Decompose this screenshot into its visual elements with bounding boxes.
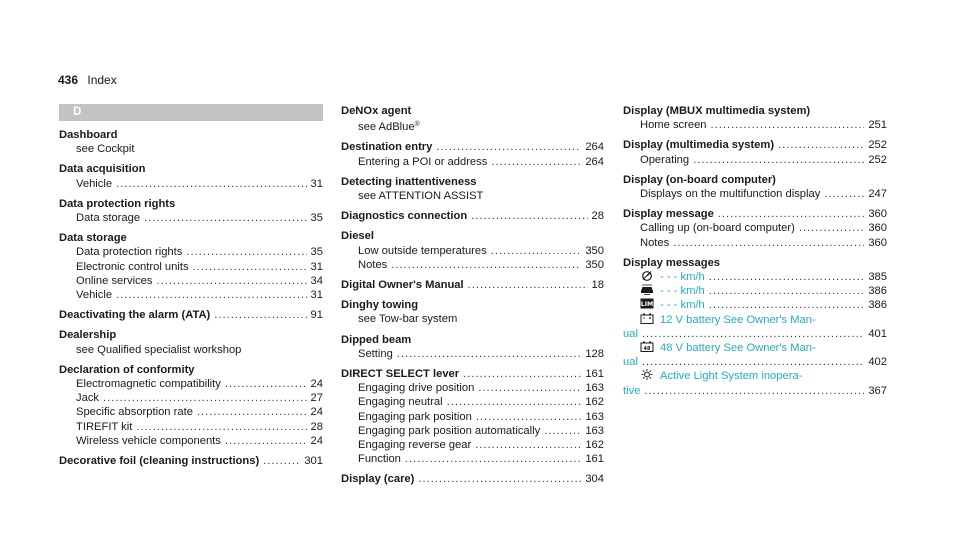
index-entry [623,138,887,166]
index-entry [59,454,323,468]
entry-title[interactable]: Dipped beam [341,333,412,346]
subentry-label[interactable]: Engaging drive position [358,382,475,395]
index-entry [59,363,323,448]
index-entry [623,207,887,250]
page-ref[interactable]: 34 [310,274,323,287]
subentry-label[interactable]: Low outside temperatures [358,244,487,257]
display-message-row-cont[interactable] [623,327,887,341]
entry-title[interactable]: Diagnostics connection [341,210,468,223]
page-ref[interactable]: 31 [310,177,323,190]
entry-reference[interactable]: see AdBlue® [358,121,420,134]
page-ref[interactable]: 35 [310,212,323,225]
index-entry [341,104,604,134]
entry-title[interactable]: Display (multimedia system) [623,139,775,152]
message-text-cont: ual [623,327,638,340]
subentry-label[interactable]: Jack [76,392,100,405]
page-ref[interactable]: 301 [304,455,323,468]
entry-title[interactable]: Dealership [59,329,117,342]
display-message-row[interactable] [623,284,887,298]
index-entry [623,104,887,132]
entry-reference[interactable]: see Cockpit [76,143,135,156]
display-message-row[interactable] [623,313,887,327]
entry-title[interactable]: Data storage [59,232,127,245]
subentry-label[interactable]: Calling up (on-board computer) [640,222,795,235]
page-ref[interactable]: 401 [868,327,887,340]
message-text: Active Light System inopera- [660,370,803,383]
page-ref[interactable]: 161 [585,368,604,381]
page-ref[interactable]: 24 [310,378,323,391]
index-entry [341,175,604,203]
battery-48v-icon [640,341,654,352]
page-ref[interactable]: 163 [585,410,604,423]
index-entry [59,328,323,356]
active-light-icon [640,369,654,380]
page-ref[interactable]: 386 [868,285,887,298]
page-ref[interactable]: 264 [585,141,604,154]
subentry-label[interactable]: Notes [358,258,388,271]
subentry-label[interactable]: Electronic control units [76,260,189,273]
page-ref[interactable]: 264 [585,155,604,168]
entry-title[interactable]: Dinghy towing [341,299,419,312]
message-text: 12 V battery See Owner's Man- [660,313,816,326]
entry-title[interactable]: DIRECT SELECT lever [341,368,460,381]
subentry-label[interactable]: Home screen [640,119,707,132]
subentry-label[interactable]: Function [358,453,401,466]
entry-title[interactable]: Display (MBUX multimedia system) [623,105,811,117]
page-ref[interactable]: 35 [310,246,323,259]
display-message-row-cont[interactable] [623,355,887,369]
index-entry [341,472,604,486]
page-ref[interactable]: 28 [591,210,604,223]
subentry-label[interactable]: Engaging park position [358,410,472,423]
index-column-3 [623,104,887,398]
index-entry [623,173,887,201]
subentry-label[interactable]: Specific absorption rate [76,406,193,419]
subentry-label[interactable]: TIREFIT kit [76,420,133,433]
page-ref[interactable]: 252 [868,139,887,152]
index-entry [341,278,604,292]
page-ref[interactable]: 402 [868,356,887,369]
page-ref[interactable]: 367 [868,384,887,397]
entry-title[interactable]: Display messages [623,256,721,269]
page-ref[interactable]: 162 [585,439,604,452]
entry-title[interactable]: Deactivating the alarm (ATA) [59,309,211,322]
section-title: Index [87,73,117,87]
entry-reference[interactable]: see Qualified specialist workshop [76,343,242,356]
subentry-label[interactable]: Engaging reverse gear [358,439,472,452]
page-ref[interactable]: 350 [585,244,604,257]
page-ref[interactable]: 24 [310,434,323,447]
page-ref[interactable]: 360 [868,222,887,235]
index-entry [341,333,604,361]
subentry-label[interactable]: Vehicle [76,177,113,190]
entry-reference[interactable]: see Tow-bar system [358,313,458,326]
page-ref[interactable]: 163 [585,382,604,395]
subentry-label[interactable]: Displays on the multifunction display [640,188,821,201]
page-ref[interactable]: 163 [585,424,604,437]
message-text: - - - km/h [660,271,705,284]
index-column-1 [59,104,323,468]
entry-title[interactable]: DeNOx agent [341,105,412,117]
registered-mark: ® [414,121,420,129]
subentry-label[interactable]: Setting [358,347,393,360]
entry-title[interactable]: Data acquisition [59,163,146,176]
index-entry [59,197,323,225]
entry-title[interactable]: Declaration of conformity [59,363,195,376]
index-entry [623,256,887,398]
section-letter-bar: D [59,104,323,121]
index-entry [59,128,323,156]
svg-text:48: 48 [643,346,651,353]
index-entry [341,209,604,223]
index-entry [341,298,604,326]
index-entry [341,140,604,168]
cruise-control-icon [640,270,654,281]
page-ref[interactable]: 251 [868,119,887,132]
entry-title[interactable]: Destination entry [341,141,433,154]
page-ref[interactable]: 18 [591,279,604,292]
subentry-label[interactable]: Data protection rights [76,246,183,259]
entry-reference[interactable]: see ATTENTION ASSIST [358,190,484,203]
page-ref[interactable]: 252 [868,153,887,166]
entry-title[interactable]: Diesel [341,230,374,243]
subentry-label[interactable]: Engaging neutral [358,396,443,409]
entry-title[interactable]: Display (on-board computer) [623,173,776,186]
message-text: 48 V battery See Owner's Man- [660,342,816,355]
subentry-label[interactable]: Engaging park position automatically [358,424,541,437]
index-column-2 [341,104,604,487]
subentry-label[interactable]: Online services [76,274,153,287]
entry-title[interactable]: Digital Owner's Manual [341,279,464,292]
page-ref[interactable]: 24 [310,406,323,419]
subentry-label[interactable]: Notes [640,236,670,249]
display-message-row[interactable] [623,341,887,355]
page-ref[interactable]: 360 [868,236,887,249]
page-ref[interactable]: 162 [585,396,604,409]
page-ref[interactable]: 304 [585,473,604,486]
entry-title[interactable]: Detecting inattentiveness [341,175,477,188]
page-ref[interactable]: 31 [310,260,323,273]
subentry-label[interactable]: Operating [640,153,690,166]
index-entry [341,367,604,466]
display-message-row-cont[interactable] [623,384,887,398]
index-entry [59,308,323,322]
page-ref[interactable]: 91 [310,309,323,322]
page-ref[interactable]: 161 [585,453,604,466]
index-entry [341,229,604,272]
subentry-label[interactable]: Wireless vehicle components [76,434,221,447]
message-text-cont: ual [623,356,638,369]
page-header [58,73,117,87]
page-ref[interactable]: 386 [868,299,887,312]
index-entry [59,162,323,190]
page-ref[interactable]: 27 [310,392,323,405]
battery-12v-icon [640,313,654,324]
page-ref[interactable]: 247 [868,188,887,201]
index-entry [59,231,323,302]
entry-title[interactable]: Data protection rights [59,197,176,210]
entry-title[interactable]: Display (care) [341,473,415,486]
entry-title[interactable]: Display message [623,208,714,221]
message-text: - - - km/h [660,285,705,298]
display-message-row[interactable] [623,298,887,312]
subentry-label[interactable]: Entering a POI or address [358,155,488,168]
subentry-label[interactable]: Vehicle [76,289,113,302]
display-message-row[interactable] [623,270,887,284]
page-number: 436 [58,73,79,87]
subentry-label[interactable]: Data storage [76,212,141,225]
display-message-row[interactable] [623,369,887,383]
speed-limiter-icon [640,298,654,309]
page-ref[interactable]: 385 [868,271,887,284]
message-text: - - - km/h [660,299,705,312]
page-ref[interactable]: 350 [585,258,604,271]
page-ref[interactable]: 128 [585,347,604,360]
distance-assist-icon [640,284,654,295]
entry-title[interactable]: Decorative foil (cleaning instructions) [59,455,260,468]
message-text-cont: tive [623,384,641,397]
page-ref[interactable]: 31 [310,289,323,302]
subentry-label[interactable]: Electromagnetic compatibility [76,378,221,391]
page-ref[interactable]: 360 [868,208,887,221]
entry-title[interactable]: Dashboard [59,129,118,141]
page-ref[interactable]: 28 [310,420,323,433]
svg-text:LIM: LIM [640,301,654,309]
